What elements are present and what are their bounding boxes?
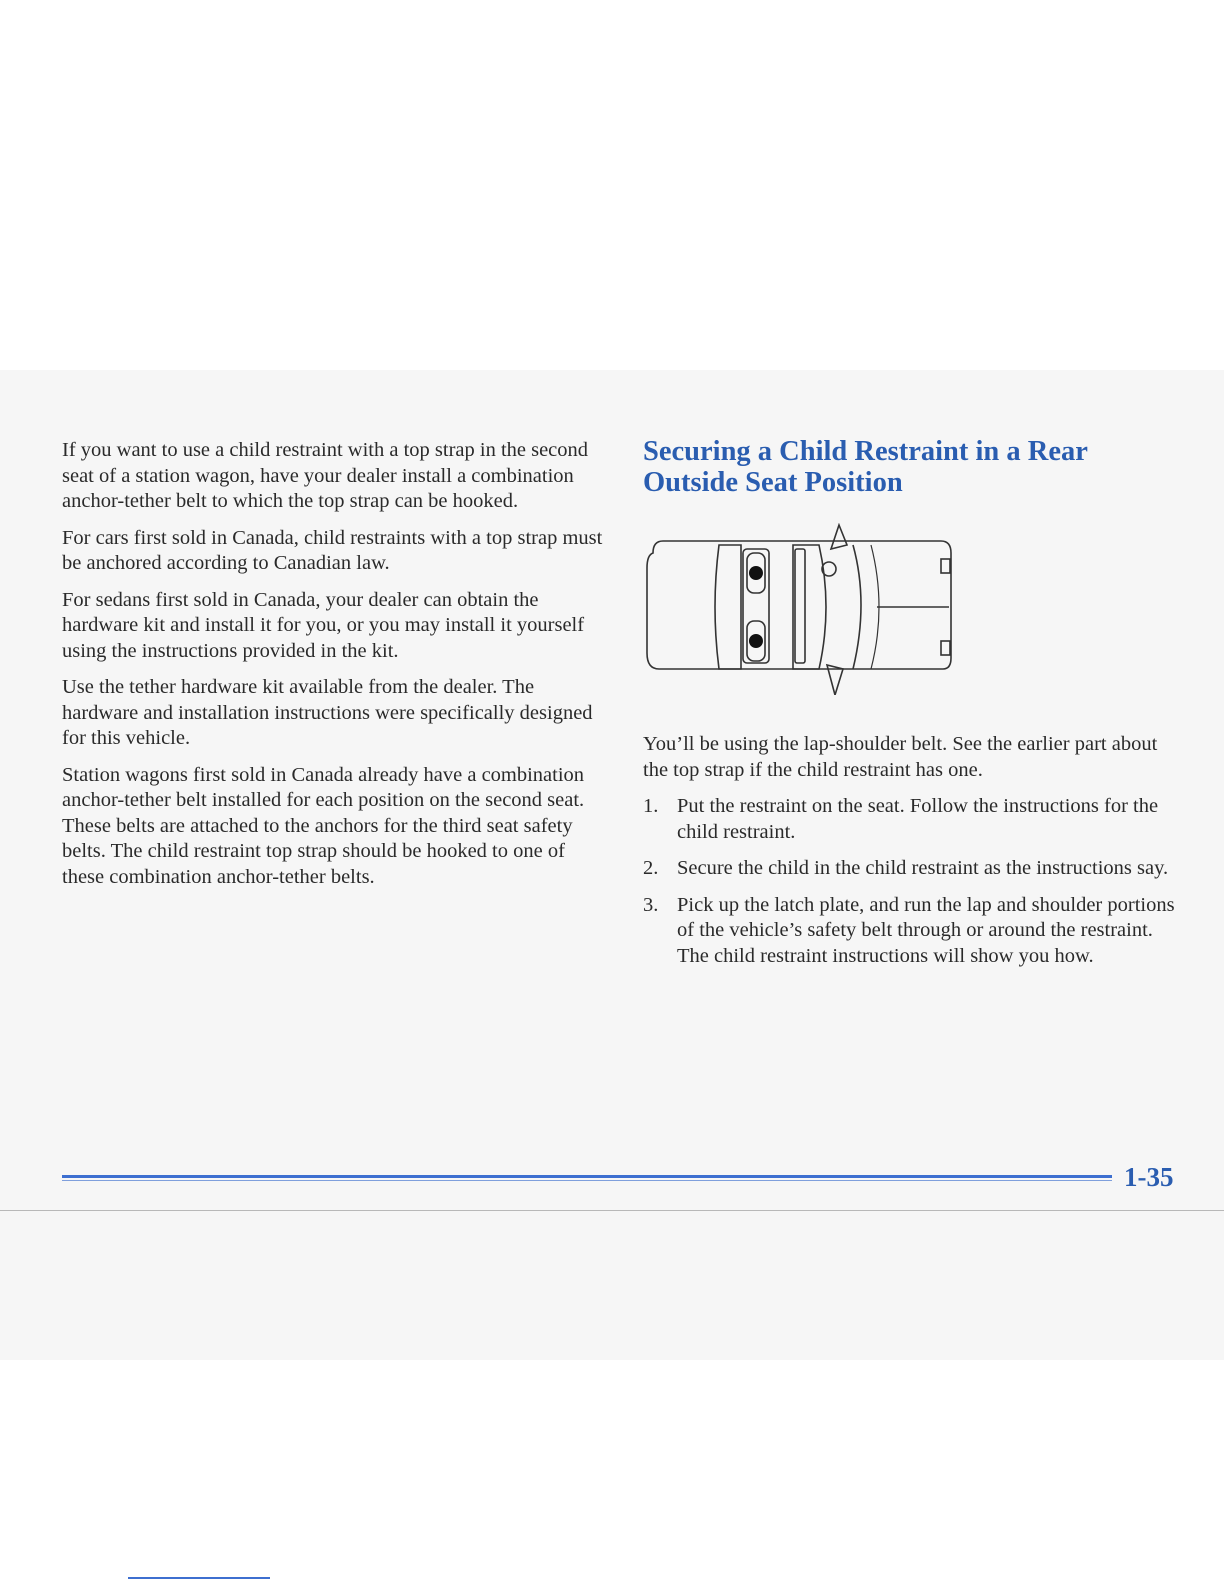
left-column: [62, 438, 607, 901]
step-number: 1.: [643, 795, 659, 817]
step-text: Put the restraint on the seat. Follow the instructions for the child restraint.: [677, 795, 1159, 843]
footer-rule: [62, 1175, 1112, 1182]
step-text: Pick up the latch plate, and run the lap and shoulder portions of the vehicle’s safety belt through or around the restraint. The child restraint instructions will show you how.: [677, 893, 1175, 967]
intro-paragraph: You’ll be using the lap-shoulder belt. See the earlier part about the top strap if the child restraint has one.: [643, 733, 1158, 781]
vehicle-seat-diagram: [643, 523, 963, 695]
steps-list: [643, 794, 1183, 969]
paragraph-station-wagons-canada: Station wagons first sold in Canada already have a combination anchor-tether belt installed for each position on the second seat. These belts are attached to the anchors for the third seat safety belts. The child restraint top strap should be hooked to one of these combination anchor-tether belts.: [62, 763, 585, 888]
section-title: Securing a Child Restraint in a Rear Outside Seat Position: [643, 436, 1088, 498]
bottom-accent-line: [128, 1577, 270, 1579]
paragraph-tether-kit: Use the tether hardware kit available from the dealer. The hardware and installation instructions were specifically designed for this vehicle.: [62, 676, 593, 749]
page-number: 1-35: [1124, 1162, 1174, 1192]
step-item: [643, 856, 1183, 882]
paragraph-canada-law: For cars first sold in Canada, child restraints with a top strap must be anchored according to Canadian law.: [62, 526, 603, 574]
paragraph-sedans-canada: For sedans first sold in Canada, your dealer can obtain the hardware kit and install it for you, or you may install it yourself using the instructions provided in the kit.: [62, 588, 585, 662]
paragraph-top-strap-wagon: If you want to use a child restraint with a top strap in the second seat of a station wagon, have your dealer install a combination anchor-tether belt to which the top strap can be hooked.: [62, 439, 589, 512]
step-item: [643, 794, 1183, 845]
right-column-body: [643, 732, 1183, 980]
step-item: [643, 893, 1183, 970]
right-column-heading: [643, 436, 1183, 498]
step-number: 3.: [643, 893, 659, 916]
step-number: 2.: [643, 857, 659, 879]
step-text: Secure the child in the child restraint as the instructions say.: [677, 857, 1169, 879]
page-bottom-line: [0, 1210, 1224, 1211]
